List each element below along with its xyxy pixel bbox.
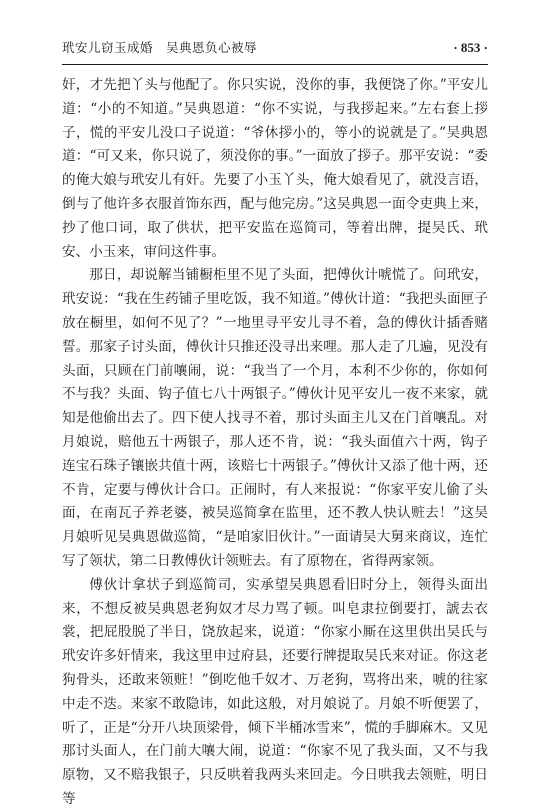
page-number: · 853 · — [453, 40, 488, 55]
body-text — [62, 74, 488, 812]
running-header — [62, 38, 488, 58]
paragraph-2: 那日，却说解当铺橱柜里不见了头面，把傅伙计唬慌了。问玳安，玳安说：“我在生药铺子里吃饭，我不知道。”傅伙计道：“我把头面匣子放在橱里，如何不见了？”一地里寻平安儿寻不着，急的傅伙计插香赌誓。那家子讨头面，傅伙计只推还没寻出来哩。那人走了几遍，见没有头面，只顾在门前嚷闹，说：“我当了一个月，本利不少你的，你如何不与我？头面、钩子值七八十两银子。”傅伙计见平安儿一夜不来家，就知是他偷出去了。四下使人找寻不着，那讨头面主儿又在门首嚷乱。对月娘说，赔他五十两银子，那人还不肯，说：“我头面值六十两，钩子连宝石珠子镶嵌共值十两，该赔七十两银子。”傅伙计又添了他十两，还不肯，定要与傅伙计合口。正闹时，有人来报说：“你家平安儿偷了头面，在南瓦子养老婆，被吴巡简拿在监里，还不教人快认赃去！”这吴月娘听见吴典恩做巡简，“是咱家旧伙计。”一面请吴大舅来商议，连忙写了领状，第二日教傅伙计领赃去。有了原物在，省得两家领。 — [62, 267, 488, 569]
chapter-title: 玳安儿窃玉成婚 吴典恩负心被辱 — [62, 40, 258, 55]
paragraph-1: 奸，才先把丫头与他配了。你只实说，没你的事，我便饶了你。”平安儿道：“小的不知道。”吴典恩道：“你不实说，与我拶起来。”左右套上拶子，慌的平安儿没口子说道：“爷休拶小的，等小的说就是了。”吴典恩道：“可又来，你只说了，须没你的事。”一面放了拶子。那平安说：“委的俺大娘与玳安儿有奸。先要了小玉丫头，俺大娘看见了，就没言语，倒与了他许多衣服首饰东西，配与他完房。”这吴典恩一面令吏典上来，抄了他口词，取了供状，把平安监在巡简司，等着出牌，提吴氏、玳安、小玉来，审问这件事。 — [62, 77, 488, 260]
paragraph-3: 傅伙计拿状子到巡简司，实承望吴典恩看旧时分上，领得头面出来，不想反被吴典恩老狗奴才尽力骂了顿。叫皂隶拉倒要打，諕去衣裳，把屁股脱了半日，饶放起来，说道：“你家小厮在这里供出吴氏与玳安许多奸情来，我这里申过府县，还要行牌提取吴氏来对证。你这老狗骨头，还敢来领赃！”倒吃他千奴才、万老狗，骂将出来，唬的往家中走不迭。来家不敢隐讳，如此这般，对月娘说了。月娘不听便罢了，听了，正是“分开八块顶梁骨，倾下半桶冰雪来”，慌的手脚麻木。又见那讨头面人，在门前大嚷大闹，说道：“你家不见了我头面，又不与我原物，又不赔我银子，只反哄着我两头来回走。今日哄我去领赃，明日等 — [62, 576, 488, 807]
header-rule — [62, 64, 488, 65]
